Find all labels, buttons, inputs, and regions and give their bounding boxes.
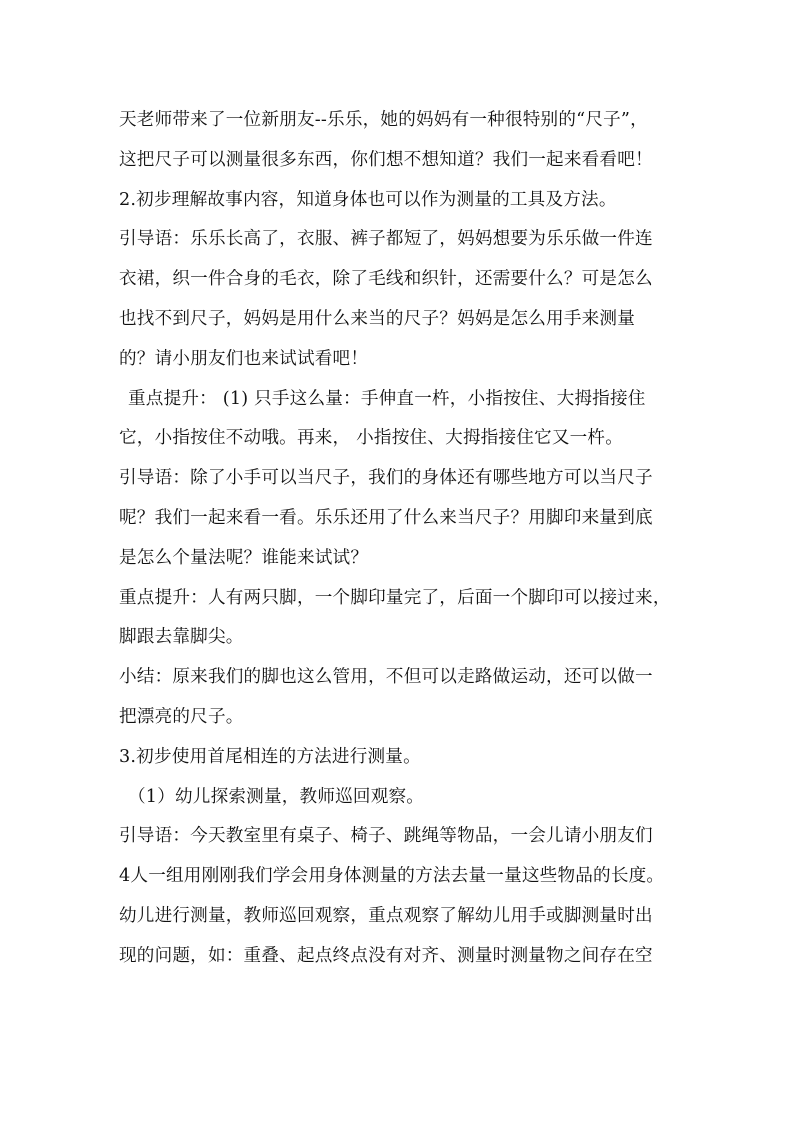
text-line-21: 幼儿进行测量，教师巡回观察，重点观察了解幼儿用手或脚测量时出 [119, 905, 653, 926]
text-line-4: 引导语：乐乐长高了，衣服、裤子都短了，妈妈想要为乐乐做一件连 [119, 229, 653, 250]
text-line-7: 的？请小朋友们也来试试看吧！ [119, 348, 369, 369]
text-line-11: 呢？我们一起来看一看。乐乐还用了什么来当尺子？用脚印来量到底 [119, 507, 653, 528]
text-line-15: 小结：原来我们的脚也这么管用，不但可以走路做运动，还可以做一 [119, 667, 653, 688]
text-line-10: 引导语：除了小手可以当尺子，我们的身体还有哪些地方可以当尺子 [119, 468, 653, 489]
text-line-9: 它，小指按住不动哦。再来， 小指按住、大拇指接住它又一杵。 [119, 428, 624, 449]
text-line-17: 3.初步使用首尾相连的方法进行测量。 [119, 746, 421, 767]
text-line-13: 重点提升：人有两只脚，一个脚印量完了，后面一个脚印可以接过来， [119, 587, 671, 608]
text-line-5: 衣裙，织一件合身的毛衣，除了毛线和织针，还需要什么？可是怎么 [119, 269, 653, 290]
text-line-16: 把漂亮的尺子。 [119, 706, 244, 727]
text-line-8: 重点提升： (1) 只手这么量：手伸直一杵，小指按住、大拇指接住 [128, 388, 646, 409]
text-line-12: 是怎么个量法呢？谁能来试试？ [119, 547, 369, 568]
text-line-14: 脚跟去靠脚尖。 [119, 627, 244, 648]
text-line-20: 4人一组用刚刚我们学会用身体测量的方法去量一量这些物品的长度。 [119, 866, 665, 887]
document-body [119, 101, 685, 977]
text-line-1: 天老师带来了一位新朋友--乐乐，她的妈妈有一种很特别的“尺子”， [119, 110, 648, 130]
text-line-22: 现的问题，如：重叠、起点终点没有对齐、测量时测量物之间存在空 [119, 945, 653, 966]
text-line-2: 这把尺子可以测量很多东西，你们想不想知道？我们一起来看看吧！ [119, 149, 653, 170]
text-line-6: 也找不到尺子，妈妈是用什么来当的尺子？妈妈是怎么用手来测量 [119, 308, 636, 329]
text-line-19: 引导语：今天教室里有桌子、椅子、跳绳等物品，一会儿请小朋友们 [119, 826, 653, 847]
text-line-3: 2.初步理解故事内容，知道身体也可以作为测量的工具及方法。 [119, 189, 617, 210]
text-line-18: （1）幼儿探索测量，教师巡回观察。 [128, 786, 425, 807]
